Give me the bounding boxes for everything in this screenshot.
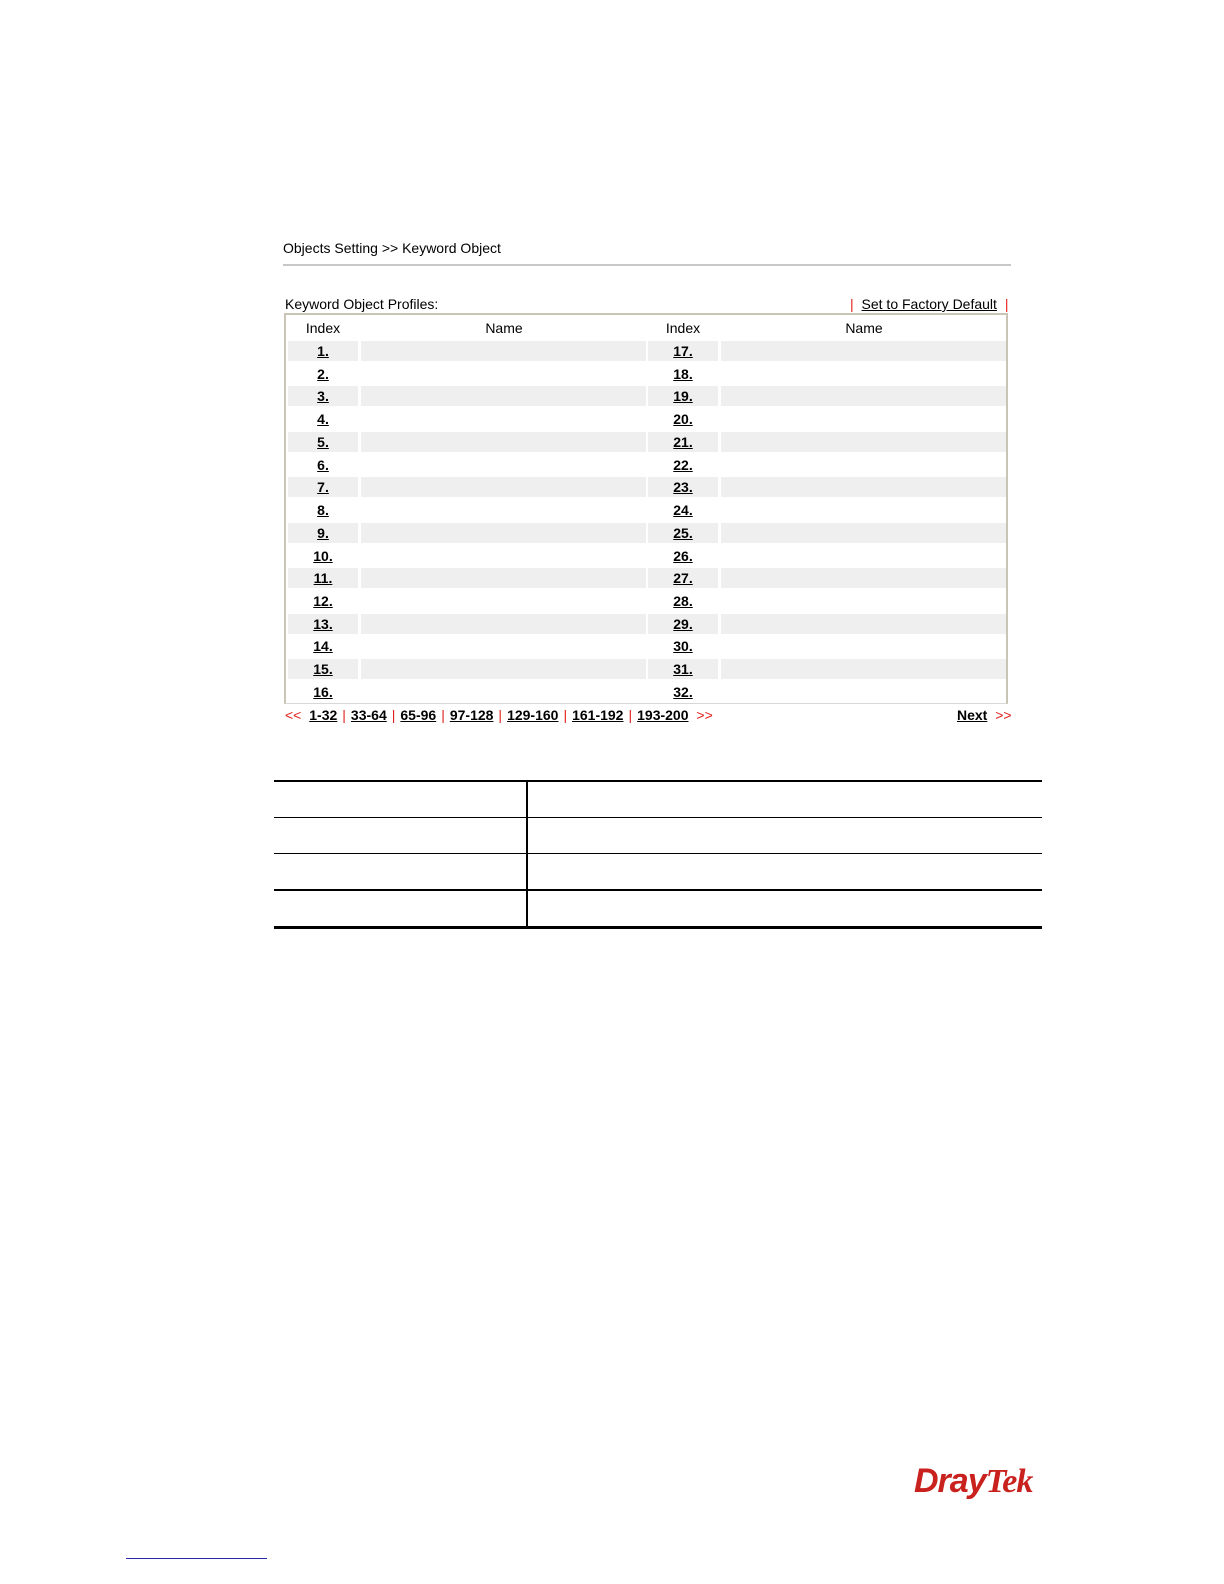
profile-name-cell [721,432,1006,452]
profile-name-cell [361,546,646,566]
profile-index-link[interactable]: 8. [317,502,329,519]
profile-index-link[interactable]: 3. [317,388,329,405]
table-rule [274,889,1042,891]
profile-name-cell [721,682,1006,702]
profile-name-cell [361,568,646,588]
profile-index-cell [288,432,358,452]
separator: | [342,707,346,723]
profile-name-cell [361,659,646,679]
next-arrow: >> [995,707,1012,723]
profile-name-cell [361,432,646,452]
profile-index-cell [288,500,358,520]
profile-index-cell [648,432,718,452]
profile-index-cell [648,341,718,361]
profile-name-cell [721,614,1006,634]
profile-index-cell [288,614,358,634]
profile-index-link[interactable]: 23. [673,479,693,496]
profile-index-cell [288,659,358,679]
profile-index-link[interactable]: 13. [313,615,333,632]
page-link-33-64[interactable]: 33-64 [350,707,387,723]
profile-index-link[interactable]: 28. [673,593,693,610]
profile-index-cell [648,523,718,543]
profile-name-cell [721,659,1006,679]
profile-index-link[interactable]: 22. [673,456,693,473]
profile-name-cell [721,341,1006,361]
profile-name-cell [721,386,1006,406]
table-rule [274,817,1042,818]
profile-index-cell [648,546,718,566]
profile-index-link[interactable]: 30. [673,638,693,655]
profile-name-cell [721,409,1006,429]
profile-index-cell [648,500,718,520]
profile-index-link[interactable]: 4. [317,411,329,428]
set-to-factory-default-link[interactable]: Set to Factory Default [861,296,997,312]
profile-name-cell [721,523,1006,543]
profile-name-cell [361,636,646,656]
profile-index-link[interactable]: 14. [313,638,333,655]
separator: | [441,707,445,723]
profile-index-cell [648,636,718,656]
profile-name-cell [361,455,646,475]
page-link-161-192[interactable]: 161-192 [572,707,624,723]
profile-name-cell [361,409,646,429]
profile-index-link[interactable]: 17. [673,343,693,359]
profile-index-link[interactable]: 11. [313,570,333,587]
profile-index-cell [648,477,718,497]
profile-index-cell [288,386,358,406]
profile-index-link[interactable]: 32. [673,683,693,700]
profile-name-cell [361,364,646,384]
profile-name-cell [721,591,1006,611]
profile-index-link[interactable]: 5. [317,433,329,450]
profile-index-cell [648,386,718,406]
separator: | [1004,296,1009,312]
profile-index-link[interactable]: 20. [673,411,693,428]
header-index-left: Index [305,320,341,336]
profile-index-link[interactable]: 1. [317,343,329,359]
page-link-1-32[interactable]: 1-32 [309,707,338,723]
profile-index-link[interactable]: 9. [317,524,329,541]
breadcrumb-divider [283,264,1011,266]
profile-name-cell [361,682,646,702]
profile-name-cell [361,477,646,497]
profile-index-cell [288,591,358,611]
profile-index-link[interactable]: 10. [313,547,333,564]
table-rule [274,853,1042,854]
profile-index-cell [288,546,358,566]
profile-index-link[interactable]: 2. [317,365,329,382]
profile-name-cell [721,364,1006,384]
description-table [274,780,1042,929]
profile-index-cell [648,364,718,384]
profile-name-cell [721,546,1006,566]
profile-index-link[interactable]: 29. [673,615,693,632]
profile-index-cell [648,568,718,588]
profile-name-cell [361,591,646,611]
profile-name-cell [721,477,1006,497]
profile-index-link[interactable]: 15. [313,661,333,678]
profile-index-link[interactable]: 18. [673,365,693,382]
header-name-right: Name [845,320,883,336]
next-nav [957,707,1012,723]
profile-index-cell [288,455,358,475]
header-index-right: Index [665,320,701,336]
table-rule-top [274,780,1042,782]
profile-name-cell [361,523,646,543]
prev-arrow: << [285,707,302,723]
logo-tek: Tek [985,1463,1033,1500]
profile-index-link[interactable]: 26. [673,547,693,564]
profile-index-link[interactable]: 7. [317,479,329,496]
profile-index-cell [288,364,358,384]
profile-name-cell [361,614,646,634]
page-link-129-160[interactable]: 129-160 [507,707,559,723]
profile-index-cell [648,614,718,634]
table-column-divider [526,780,528,929]
page-link-97-128[interactable]: 97-128 [449,707,494,723]
profiles-label: Keyword Object Profiles: [285,296,439,312]
profile-name-cell [721,636,1006,656]
profile-index-link[interactable]: 6. [317,456,329,473]
separator: | [498,707,503,723]
page-link-65-96[interactable]: 65-96 [400,707,437,723]
profile-index-cell [648,659,718,679]
breadcrumb: Objects Setting >> Keyword Object [283,240,501,256]
profile-index-cell [288,636,358,656]
table-rule-bottom [274,926,1042,929]
profile-name-cell [721,455,1006,475]
profile-index-link[interactable]: 21. [673,433,693,450]
separator: | [628,707,633,723]
profile-index-link[interactable]: 24. [673,502,693,519]
separator: | [391,707,396,723]
profile-index-cell [648,455,718,475]
profile-name-cell [361,341,646,361]
profile-index-cell [288,477,358,497]
profile-name-cell [721,500,1006,520]
pagination [285,707,713,723]
profile-index-cell [288,682,358,702]
profile-index-link[interactable]: 19. [673,388,693,405]
separator: | [850,296,854,312]
next-arrow: >> [696,707,713,723]
draytek-logo [914,1462,1032,1501]
profile-name-cell [361,386,646,406]
logo-dray: Dray [914,1462,986,1500]
page-link-193-200[interactable]: 193-200 [637,707,689,723]
profile-index-link[interactable]: 27. [673,570,693,587]
profile-index-cell [288,341,358,361]
profile-index-cell [648,682,718,702]
profile-name-cell [361,500,646,520]
profile-index-link[interactable]: 25. [673,524,693,541]
profile-index-link[interactable]: 12. [313,593,333,610]
profile-index-cell [288,523,358,543]
factory-default-bar [850,296,1008,312]
footer-link-rule [126,1558,267,1559]
header-name-left: Name [485,320,523,336]
profile-name-cell [721,568,1006,588]
next-link[interactable]: Next [957,707,988,723]
separator: | [563,707,568,723]
profile-index-link[interactable]: 31. [673,661,693,678]
profile-index-cell [648,409,718,429]
profile-index-link[interactable]: 16. [313,683,333,700]
profile-index-cell [648,591,718,611]
profile-index-cell [288,409,358,429]
profile-index-cell [288,568,358,588]
